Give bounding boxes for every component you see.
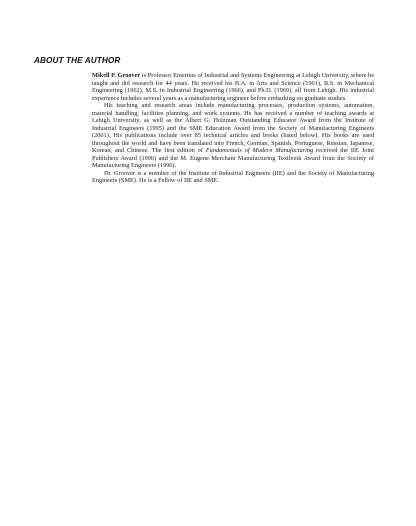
bio-paragraph-1: [92, 72, 374, 102]
bio-paragraph-2-after: received the IIE Joint Publishers Award (1996) and the M. Eugene Merchant Manufacturing Textbook Award from the Society of Manufacturing Engineers (1996).: [92, 147, 374, 169]
book-title: Fundamentals of Modern Manufacturing: [205, 147, 314, 154]
bio-paragraph-2: [92, 102, 374, 170]
bio-paragraph-1-text: is Professor Emeritus of Industrial and Systems Engineering at Lehigh University, where he taught and did research for 44 years. He received his B.A. in Arts and Science (1961), B.S. in Mechanical Engineering (1962), M.S. in Industrial Engineering (1966), and Ph.D. (1969), all from Lehigh. His industrial experience includes several years as a manufacturing engineer before embarking on graduate studies.: [92, 72, 374, 102]
author-name: Mikell P. Groover: [92, 72, 141, 79]
bio-paragraph-3-text: Dr. Groover is a member of the Institute of Industrial Engineers (IIE) and the Society of Manufacturing Engineers (SME). He is a Fellow of IIE and SME.: [92, 169, 374, 184]
bio-paragraph-3: [92, 170, 374, 185]
bio-paragraph-2-before: His teaching and research areas include manufacturing processes, production systems, automation, material handling, facilities planning, and work systems. He has received a number of teaching awards at Lehigh University, as well as the Albert G. Holzman Outstanding Educator Award from the Institute of Industrial Engineers (1995) and the SME Education Award from the Society of Manufacturing Engineers (2001). His publications include over 85 technical articles and books (listed below). His books are used throughout the world and have been translated into French, German, Spanish, Portuguese, Russian, Japanese, Korean, and Chinese. The first edition of: [92, 102, 374, 154]
section-heading: ABOUT THE AUTHOR: [34, 56, 121, 65]
author-bio: [92, 72, 374, 185]
